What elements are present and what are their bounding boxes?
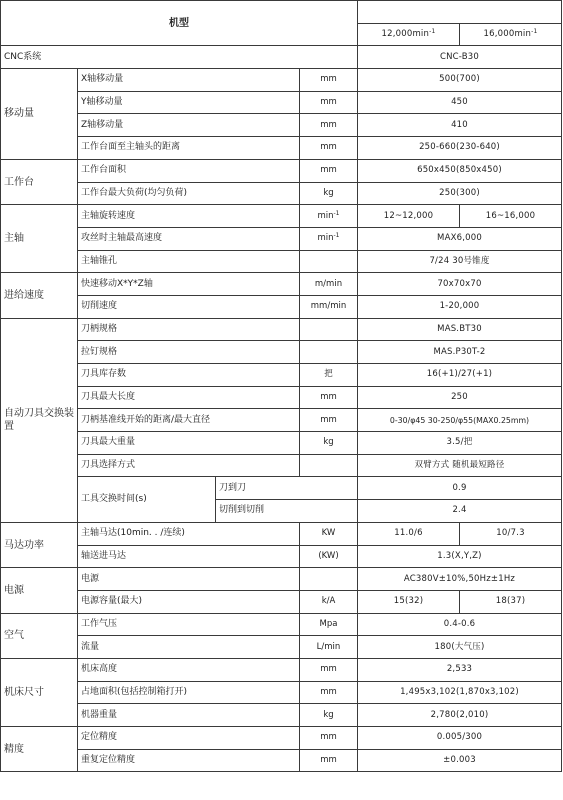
unit-cell: k/A	[300, 590, 358, 613]
value-cell: 410	[358, 114, 562, 137]
table-row	[1, 409, 562, 432]
item-label: 重复定位精度	[78, 749, 300, 772]
table-row	[1, 636, 562, 659]
category-feed: 进给速度	[1, 273, 78, 318]
item-label: X轴移动量	[78, 69, 300, 92]
item-label: 流量	[78, 636, 300, 659]
category-accuracy: 精度	[1, 727, 78, 772]
item-label: 主轴锥孔	[78, 250, 300, 273]
value-cell: 0-30/φ45 30-250/φ55(MAX0.25mm)	[358, 409, 562, 432]
unit-cell: mm	[300, 137, 358, 160]
unit-cell	[300, 568, 358, 591]
table-row	[1, 658, 562, 681]
value-cell: ±0.003	[358, 749, 562, 772]
unit-cell: mm/min	[300, 295, 358, 318]
item-label: 刀具库存数	[78, 364, 300, 387]
table-row	[1, 432, 562, 455]
table-row	[1, 727, 562, 750]
value-cell: 0.4-0.6	[358, 613, 562, 636]
table-row	[1, 91, 562, 114]
cnc-value: CNC-B30	[358, 46, 562, 69]
value-cell: 180(大气压)	[358, 636, 562, 659]
unit-cell: 把	[300, 364, 358, 387]
unit-cell	[300, 318, 358, 341]
value-cell: 1-20,000	[358, 295, 562, 318]
table-row	[1, 590, 562, 613]
table-row	[1, 114, 562, 137]
table-row	[1, 545, 562, 568]
table-row	[1, 46, 562, 69]
item-label: 占地面积(包括控制箱打开)	[78, 681, 300, 704]
item-label: Y轴移动量	[78, 91, 300, 114]
value-cell: 500(700)	[358, 69, 562, 92]
value-cell: 2,780(2,010)	[358, 704, 562, 727]
table-row	[1, 318, 562, 341]
sub-item-label: 刀到刀	[216, 477, 358, 500]
unit-cell: kg	[300, 432, 358, 455]
unit-cell: $\min^{-1}$	[300, 227, 358, 250]
category-air: 空气	[1, 613, 78, 658]
unit-cell	[300, 250, 358, 273]
unit-cell: kg	[300, 182, 358, 205]
value-cell-12000: 11.0/6	[358, 522, 460, 545]
value-cell: 1.3(X,Y,Z)	[358, 545, 562, 568]
table-row	[1, 137, 562, 160]
value-cell: MAS.BT30	[358, 318, 562, 341]
header-spec-12000: $12,000\min^{-1}$	[358, 23, 460, 46]
value-cell-16000: 18(37)	[460, 590, 562, 613]
table-row	[1, 386, 562, 409]
unit-cell: m/min	[300, 273, 358, 296]
category-power: 电源	[1, 568, 78, 613]
value-cell: 250(300)	[358, 182, 562, 205]
item-label: 刀具最大长度	[78, 386, 300, 409]
unit-cell: mm	[300, 409, 358, 432]
item-label: Z轴移动量	[78, 114, 300, 137]
item-label: 工作台最大负荷(均匀负荷)	[78, 182, 300, 205]
table-row	[1, 568, 562, 591]
table-row	[1, 522, 562, 545]
value-cell: 650x450(850x450)	[358, 159, 562, 182]
table-row	[1, 341, 562, 364]
unit-cell: mm	[300, 114, 358, 137]
item-label: 轴送进马达	[78, 545, 300, 568]
value-cell: 0.9	[358, 477, 562, 500]
unit-cell: mm	[300, 69, 358, 92]
value-cell: MAS.P30T-2	[358, 341, 562, 364]
table-row	[1, 295, 562, 318]
item-label: 攻丝时主轴最高速度	[78, 227, 300, 250]
value-cell: 2.4	[358, 500, 562, 523]
value-cell: MAX6,000	[358, 227, 562, 250]
item-label: 工具交换时间(s)	[78, 477, 216, 522]
category-size: 机床尺寸	[1, 658, 78, 726]
table-row	[1, 159, 562, 182]
item-label: 主轴旋转速度	[78, 205, 300, 228]
item-label: 刀柄规格	[78, 318, 300, 341]
table-row	[1, 1, 562, 24]
table-row	[1, 749, 562, 772]
value-cell-12000: 15(32)	[358, 590, 460, 613]
value-cell: 2,533	[358, 658, 562, 681]
unit-cell: (KW)	[300, 545, 358, 568]
value-cell: 3.5/把	[358, 432, 562, 455]
table-row	[1, 704, 562, 727]
table-row	[1, 69, 562, 92]
item-label: 工作台面积	[78, 159, 300, 182]
unit-cell: KW	[300, 522, 358, 545]
table-row	[1, 227, 562, 250]
table-row	[1, 613, 562, 636]
category-spindle: 主轴	[1, 205, 78, 273]
unit-cell: mm	[300, 159, 358, 182]
table-row	[1, 454, 562, 477]
value-cell: 250-660(230-640)	[358, 137, 562, 160]
unit-cell: mm	[300, 749, 358, 772]
item-label: 刀柄基准线开始的距离/最大直径	[78, 409, 300, 432]
value-cell-12000: 12~12,000	[358, 205, 460, 228]
item-label: 切削速度	[78, 295, 300, 318]
value-cell: 7/24 30号锥度	[358, 250, 562, 273]
sub-item-label: 切削到切削	[216, 500, 358, 523]
table-row	[1, 681, 562, 704]
table-row	[1, 182, 562, 205]
unit-cell: $\min^{-1}$	[300, 205, 358, 228]
item-label: 工作气压	[78, 613, 300, 636]
unit-cell: mm	[300, 727, 358, 750]
value-cell: 0.005/300	[358, 727, 562, 750]
unit-cell	[300, 341, 358, 364]
table-row	[1, 273, 562, 296]
item-label: 机床高度	[78, 658, 300, 681]
unit-cell: mm	[300, 386, 358, 409]
value-cell: AC380V±10%,50Hz±1Hz	[358, 568, 562, 591]
category-table: 工作台	[1, 159, 78, 204]
value-cell-16000: 16~16,000	[460, 205, 562, 228]
item-label: 快速移动X*Y*Z轴	[78, 273, 300, 296]
category-motor: 马达功率	[1, 522, 78, 567]
item-label: 刀具最大重量	[78, 432, 300, 455]
item-label: 刀具选择方式	[78, 454, 300, 477]
value-cell: 450	[358, 91, 562, 114]
unit-cell: L/min	[300, 636, 358, 659]
item-label: 定位精度	[78, 727, 300, 750]
unit-cell: mm	[300, 91, 358, 114]
item-label: 电源	[78, 568, 300, 591]
value-cell: 70x70x70	[358, 273, 562, 296]
item-label: 电源容量(最大)	[78, 590, 300, 613]
item-label: 机器重量	[78, 704, 300, 727]
unit-cell	[300, 454, 358, 477]
table-row	[1, 477, 562, 500]
value-cell: 1,495x3,102(1,870x3,102)	[358, 681, 562, 704]
unit-cell: mm	[300, 658, 358, 681]
value-cell: 双臂方式 随机最短路径	[358, 454, 562, 477]
category-atc: 自动刀具交换装置	[1, 318, 78, 522]
value-cell: 16(+1)/27(+1)	[358, 364, 562, 387]
header-blank	[358, 1, 562, 24]
table-row	[1, 250, 562, 273]
category-travel: 移动量	[1, 69, 78, 160]
table-row	[1, 205, 562, 228]
cnc-label: CNC系统	[1, 46, 358, 69]
header-spec-16000: $16,000\min^{-1}$	[460, 23, 562, 46]
item-label: 主轴马达(10min. . /连续)	[78, 522, 300, 545]
value-cell: 250	[358, 386, 562, 409]
item-label: 拉钉规格	[78, 341, 300, 364]
item-label: 工作台面至主轴头的距离	[78, 137, 300, 160]
value-cell-16000: 10/7.3	[460, 522, 562, 545]
unit-cell: kg	[300, 704, 358, 727]
unit-cell: Mpa	[300, 613, 358, 636]
table-row	[1, 364, 562, 387]
unit-cell: mm	[300, 681, 358, 704]
header-model: 机型	[1, 1, 358, 46]
